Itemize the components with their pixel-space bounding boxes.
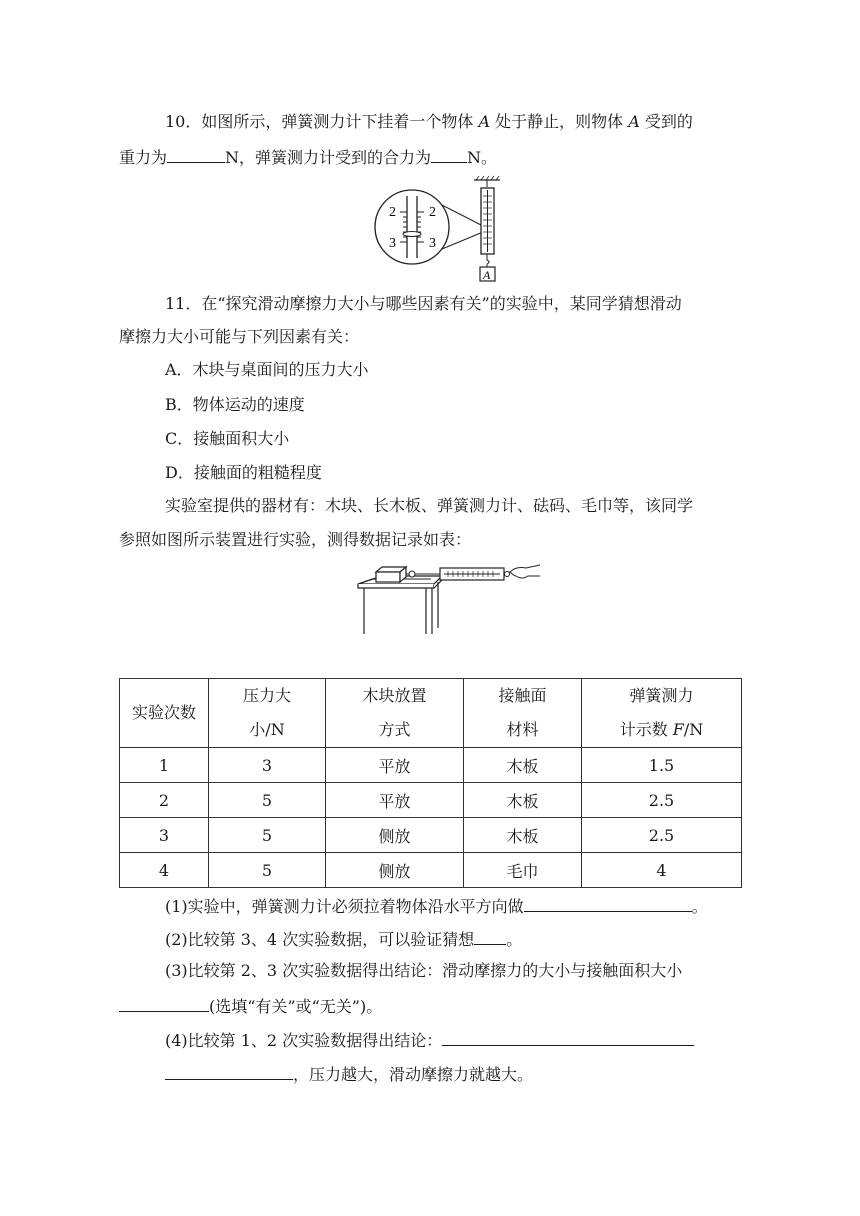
sub-question-4-line1: (4)比较第 1、2 次实验数据得出结论： [165,1027,694,1053]
table-cell: 1 [120,748,209,783]
q10-line2 [119,144,497,170]
table-cell: 2 [120,783,209,818]
q10-text: 10．如图所示，弹簧测力计下挂着一个物体 [165,112,474,131]
answer-blank-hypothesis[interactable] [474,926,506,945]
table-cell: 木板 [464,748,582,783]
table-header-row [120,679,742,748]
block-label: A [483,268,491,282]
answer-blank-conclusion-cont[interactable] [165,1061,293,1080]
q11-intro-line2: 摩擦力大小可能与下列因素有关： [119,327,360,346]
q10-line1 [165,110,693,134]
table-row [120,783,742,818]
table-cell: 5 [209,818,326,853]
option-c: C．接触面积大小 [165,429,290,448]
q11-intro-line1: 11．在“探究滑动摩擦力大小与哪些因素有关”的实验中，某同学猜想滑动 [165,294,682,313]
pointer-icon [403,232,421,237]
table-cell: 木板 [464,818,582,853]
sub-question-4-line2: ，压力越大，滑动摩擦力就越大。 [165,1061,533,1087]
table-row [120,818,742,853]
table-cell: 3 [209,748,326,783]
table-cell: 3 [120,818,209,853]
answer-blank-conclusion[interactable] [442,1027,694,1046]
friction-experiment-figure [356,562,540,634]
hand-icon [504,565,540,578]
answer-blank-contact-area[interactable] [119,993,209,1012]
option-a: A．木块与桌面间的压力大小 [165,360,369,379]
sub-question-3-line1: (3)比较第 2、3 次实验数据得出结论：滑动摩擦力的大小与接触面积大小 [165,961,683,980]
sub-question-3-line2: (选填“有关”或“无关”)。 [119,993,382,1019]
table-cell: 5 [209,853,326,888]
table-cell: 5 [209,783,326,818]
magnified-view-circle [375,190,449,264]
spring-scale-figure [370,174,512,282]
scale-label: 3 [389,236,396,251]
materials-line2: 参照如图所示装置进行实验，测得数据记录如表： [119,530,472,549]
table-cell: 毛巾 [464,853,582,888]
var-a: A [628,112,640,131]
option-b: B．物体运动的速度 [165,395,305,414]
table-cell: 2.5 [582,818,742,853]
table-header-cell: 压力大 小/N [209,679,326,748]
table-cell: 2.5 [582,783,742,818]
table-cell: 4 [582,853,742,888]
q10-text: 受到的 [644,112,693,131]
q10-text: N。 [467,148,498,167]
answer-blank-motion[interactable] [524,893,692,912]
table-cell: 侧放 [326,853,464,888]
table-cell: 平放 [326,783,464,818]
scale-label: 2 [389,205,396,220]
q10-text: 处于静止，则物体 [495,112,624,131]
option-d: D．接触面的粗糙程度 [165,463,322,482]
table-row [120,748,742,783]
sub-question-2: (2)比较第 3、4 次实验数据，可以验证猜想 。 [165,926,522,952]
table-cell: 4 [120,853,209,888]
table-cell: 木板 [464,783,582,818]
q10-text: 重力为 [119,148,168,167]
table-cell: 平放 [326,748,464,783]
answer-blank-gravity[interactable] [167,144,225,163]
table-cell: 侧放 [326,818,464,853]
q10-text: N，弹簧测力计受到的合力为 [225,148,432,167]
table-row [120,853,742,888]
var-a: A [478,112,491,131]
answer-blank-net-force[interactable] [431,144,467,163]
scale-label: 3 [429,236,436,251]
data-table [119,678,742,888]
table-header-cell: 弹簧测力 计示数 F/N [582,679,742,748]
table-header-cell: 木块放置 方式 [326,679,464,748]
table-header-cell: 接触面 材料 [464,679,582,748]
sub-question-1: (1)实验中，弹簧测力计必须拉着物体沿水平方向做 。 [165,893,708,919]
materials-line1: 实验室提供的器材有：木块、长木板、弹簧测力计、砝码、毛巾等，该同学 [165,496,694,515]
scale-label: 2 [429,205,436,220]
table-header-cell: 实验次数 [120,679,209,748]
table-cell: 1.5 [582,748,742,783]
